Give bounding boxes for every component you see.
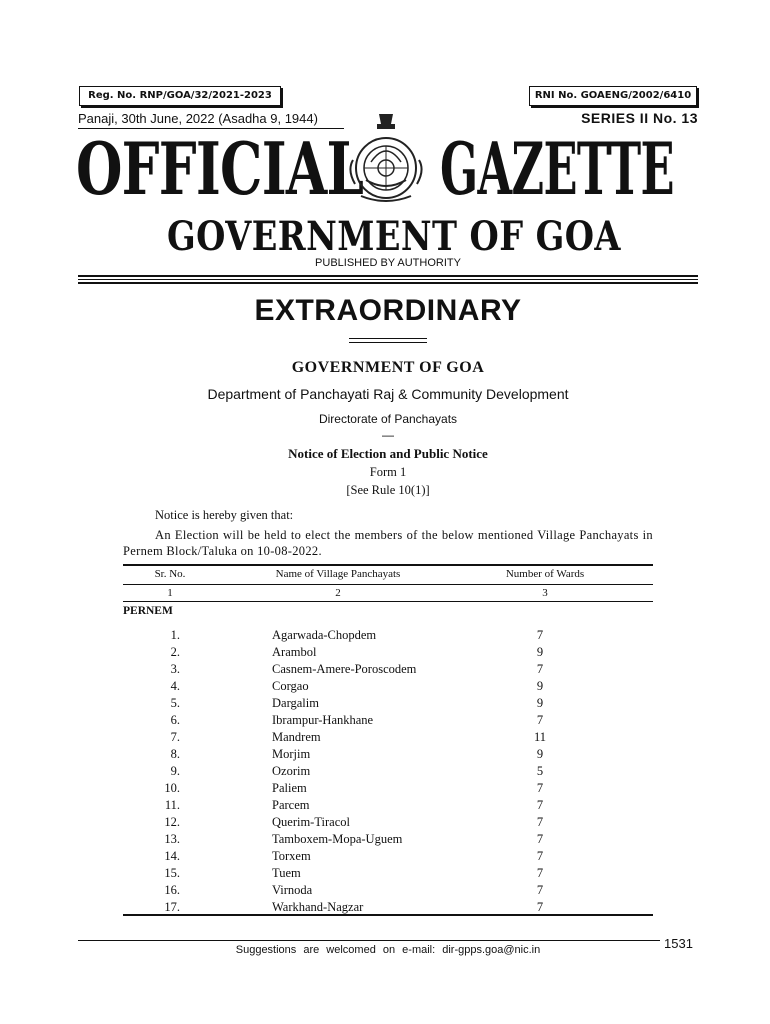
masthead-gazette: GAZETTE xyxy=(440,126,674,211)
colnum-1: 1 xyxy=(167,587,173,599)
table-row xyxy=(0,781,770,798)
village-name-cell: Morjim xyxy=(272,747,311,761)
wards-cell: 7 xyxy=(536,662,544,676)
village-name-cell: Parcem xyxy=(272,798,310,812)
wards-cell: 9 xyxy=(536,645,544,659)
table-row xyxy=(0,645,770,662)
directorate-name: Directorate of Panchayats xyxy=(318,412,458,426)
wards-cell: 7 xyxy=(536,781,544,795)
sr-no-cell: 15. xyxy=(164,866,180,880)
colnum-3: 3 xyxy=(542,587,548,599)
extraordinary-heading: EXTRAORDINARY xyxy=(254,294,522,327)
sr-no-cell: 7. xyxy=(170,730,180,744)
table-row xyxy=(0,679,770,696)
sr-no-cell: 16. xyxy=(164,883,180,897)
extraordinary-rule-2 xyxy=(349,342,427,343)
wards-cell: 11 xyxy=(533,730,547,744)
table-row xyxy=(0,730,770,747)
village-name-cell: Virnoda xyxy=(272,883,313,897)
header-rule-2 xyxy=(78,279,698,280)
wards-cell: 9 xyxy=(536,747,544,761)
village-name-cell: Torxem xyxy=(272,849,311,863)
village-name-cell: Ozorim xyxy=(272,764,311,778)
table-row xyxy=(0,696,770,713)
header-rule-3 xyxy=(78,282,698,284)
header-sr-no: Sr. No. xyxy=(154,568,186,580)
sr-no-cell: 11. xyxy=(164,798,180,812)
reg-number-box xyxy=(79,86,281,106)
table-bottom-rule xyxy=(123,914,653,916)
footer-suggestions: Suggestions are welcomed on e-mail: dir-gpps.goa@nic.in xyxy=(235,944,541,956)
table-row xyxy=(0,798,770,815)
rni-number: RNI No. GOAENG/2002/6410 xyxy=(534,90,692,101)
header-wards: Number of Wards xyxy=(505,568,585,580)
masthead-subtitle: GOVERNMENT OF GOA xyxy=(167,213,621,260)
village-name-cell: Tuem xyxy=(272,866,301,880)
village-name-cell: Querim-Tiracol xyxy=(272,815,350,829)
table-header-row xyxy=(0,568,770,585)
wards-cell: 7 xyxy=(536,713,544,727)
village-name-cell: Dargalim xyxy=(272,696,319,710)
wards-cell: 7 xyxy=(536,815,544,829)
sr-no-cell: 4. xyxy=(170,679,180,693)
form-number: Form 1 xyxy=(369,465,407,479)
village-name-cell: Agarwada-Chopdem xyxy=(272,628,377,642)
header-rule-1 xyxy=(78,275,698,277)
wards-cell: 7 xyxy=(536,628,544,642)
village-name-cell: Tamboxem-Mopa-Uguem xyxy=(272,832,403,846)
masthead-official: OFFICIAL xyxy=(76,126,364,211)
wards-cell: 7 xyxy=(536,883,544,897)
wards-cell: 7 xyxy=(536,900,544,914)
table-row xyxy=(0,662,770,679)
table-row xyxy=(0,815,770,832)
sr-no-cell: 14. xyxy=(164,849,180,863)
colnum-2: 2 xyxy=(335,587,341,599)
table-colnum-rule xyxy=(123,601,653,602)
published-by-authority: PUBLISHED BY AUTHORITY xyxy=(315,257,461,269)
village-name-cell: Ibrampur-Hankhane xyxy=(272,713,374,727)
page-number: 1531 xyxy=(664,936,693,951)
village-name-cell: Arambol xyxy=(272,645,317,659)
wards-cell: 7 xyxy=(536,849,544,863)
sr-no-cell: 12. xyxy=(164,815,180,829)
table-row xyxy=(0,849,770,866)
sr-no-cell: 1. xyxy=(170,628,180,642)
rule-reference: [See Rule 10(1)] xyxy=(346,483,430,497)
village-name-cell: Paliem xyxy=(272,781,307,795)
notice-body: An Election will be held to elect the members of the below mentioned Village Panchayats in Pernem Block/Taluka on 10-08-2022. xyxy=(123,528,653,558)
wards-cell: 7 xyxy=(536,798,544,812)
table-top-rule xyxy=(123,564,653,566)
village-name-cell: Casnem-Amere-Poroscodem xyxy=(272,662,417,676)
wards-cell: 9 xyxy=(536,679,544,693)
series-number: SERIES II No. 13 xyxy=(581,110,698,126)
reg-number: Reg. No. RNP/GOA/32/2021-2023 xyxy=(88,90,272,101)
group-pernem: PERNEM xyxy=(123,605,173,617)
table-row xyxy=(0,747,770,764)
rni-number-box xyxy=(529,86,697,106)
table-row xyxy=(0,883,770,900)
notice-intro: Notice is hereby given that: xyxy=(155,508,294,522)
extraordinary-rule-1 xyxy=(349,338,427,339)
sr-no-cell: 3. xyxy=(170,662,180,676)
notice-title: Notice of Election and Public Notice xyxy=(288,446,488,461)
village-name-cell: Warkhand-Nagzar xyxy=(272,900,364,914)
goa-emblem-icon xyxy=(341,110,431,210)
department-name: Department of Panchayati Raj & Community Development xyxy=(207,386,569,402)
sr-no-cell: 13. xyxy=(164,832,180,846)
sr-no-cell: 10. xyxy=(164,781,180,795)
sr-no-cell: 17. xyxy=(164,900,180,914)
sr-no-cell: 5. xyxy=(170,696,180,710)
footer-rule xyxy=(78,940,660,941)
sr-no-cell: 8. xyxy=(170,747,180,761)
sr-no-cell: 6. xyxy=(170,713,180,727)
header-village: Name of Village Panchayats xyxy=(275,568,401,580)
village-name-cell: Mandrem xyxy=(272,730,321,744)
table-row xyxy=(0,713,770,730)
sr-no-cell: 2. xyxy=(170,645,180,659)
village-name-cell: Corgao xyxy=(272,679,309,693)
table-row xyxy=(0,764,770,781)
separator-dash: — xyxy=(382,428,394,442)
sr-no-cell: 9. xyxy=(170,764,180,778)
wards-cell: 5 xyxy=(536,764,544,778)
date-line: Panaji, 30th June, 2022 (Asadha 9, 1944) xyxy=(78,111,318,126)
table-row xyxy=(0,832,770,849)
table-row xyxy=(0,628,770,645)
wards-cell: 9 xyxy=(536,696,544,710)
table-row xyxy=(0,866,770,883)
table-header-rule xyxy=(123,584,653,585)
wards-cell: 7 xyxy=(536,832,544,846)
wards-cell: 7 xyxy=(536,866,544,880)
government-heading: GOVERNMENT OF GOA xyxy=(291,359,485,376)
